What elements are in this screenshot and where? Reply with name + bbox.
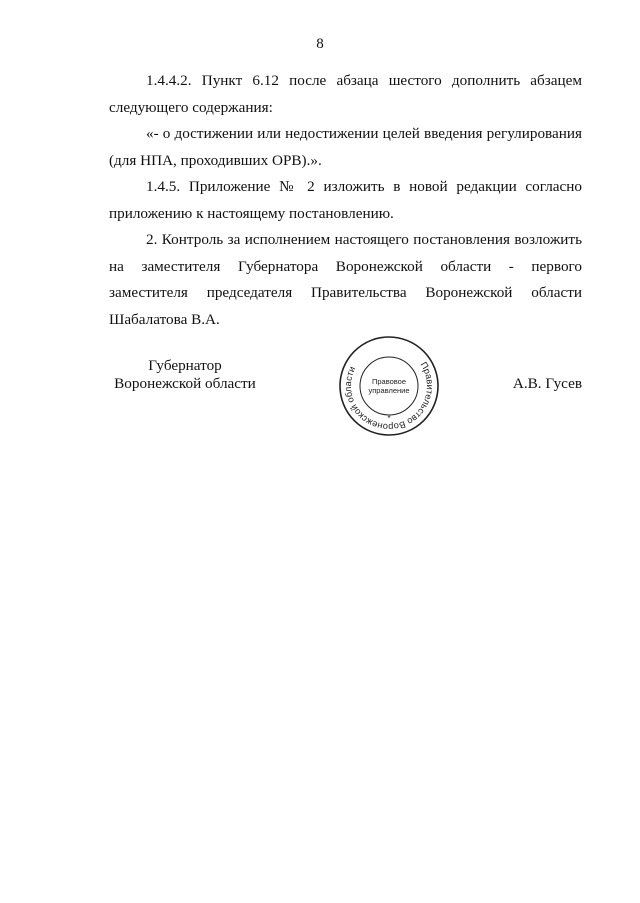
seal-ring-textpath: Правительство Воронежской области bbox=[342, 360, 436, 433]
signatory-name: А.В. Гусев bbox=[512, 375, 582, 392]
page-number: 8 bbox=[316, 36, 324, 52]
seal-star: * bbox=[387, 414, 391, 423]
official-seal bbox=[338, 335, 440, 437]
paragraph-quote: «- о достижении или недостижении целей введения регулирования (для НПА, проходивших ОРВ).». bbox=[109, 125, 582, 169]
paragraph-1-4-5: 1.4.5. Приложение № 2 изложить в новой редакции согласно приложению к настоящему постановлению. bbox=[109, 178, 582, 222]
seal-center-line1: Правовое bbox=[371, 377, 407, 386]
signatory-position bbox=[100, 357, 270, 393]
signatory-position-line2: Воронежской области bbox=[114, 375, 256, 392]
paragraph-1-4-4-2: 1.4.4.2. Пункт 6.12 после абзаца шестого дополнить абзацем следующего содержания: bbox=[109, 72, 582, 116]
seal-center-line2: управление bbox=[368, 386, 410, 395]
paragraph-2: 2. Контроль за исполнением настоящего постановления возложить на заместителя Губернатора Воронежской области - первого заместителя председателя Правительства Воронежской области Шабалатова В.А. bbox=[109, 231, 582, 328]
signatory-position-line1: Губернатор bbox=[148, 357, 222, 374]
document-body bbox=[109, 68, 582, 333]
